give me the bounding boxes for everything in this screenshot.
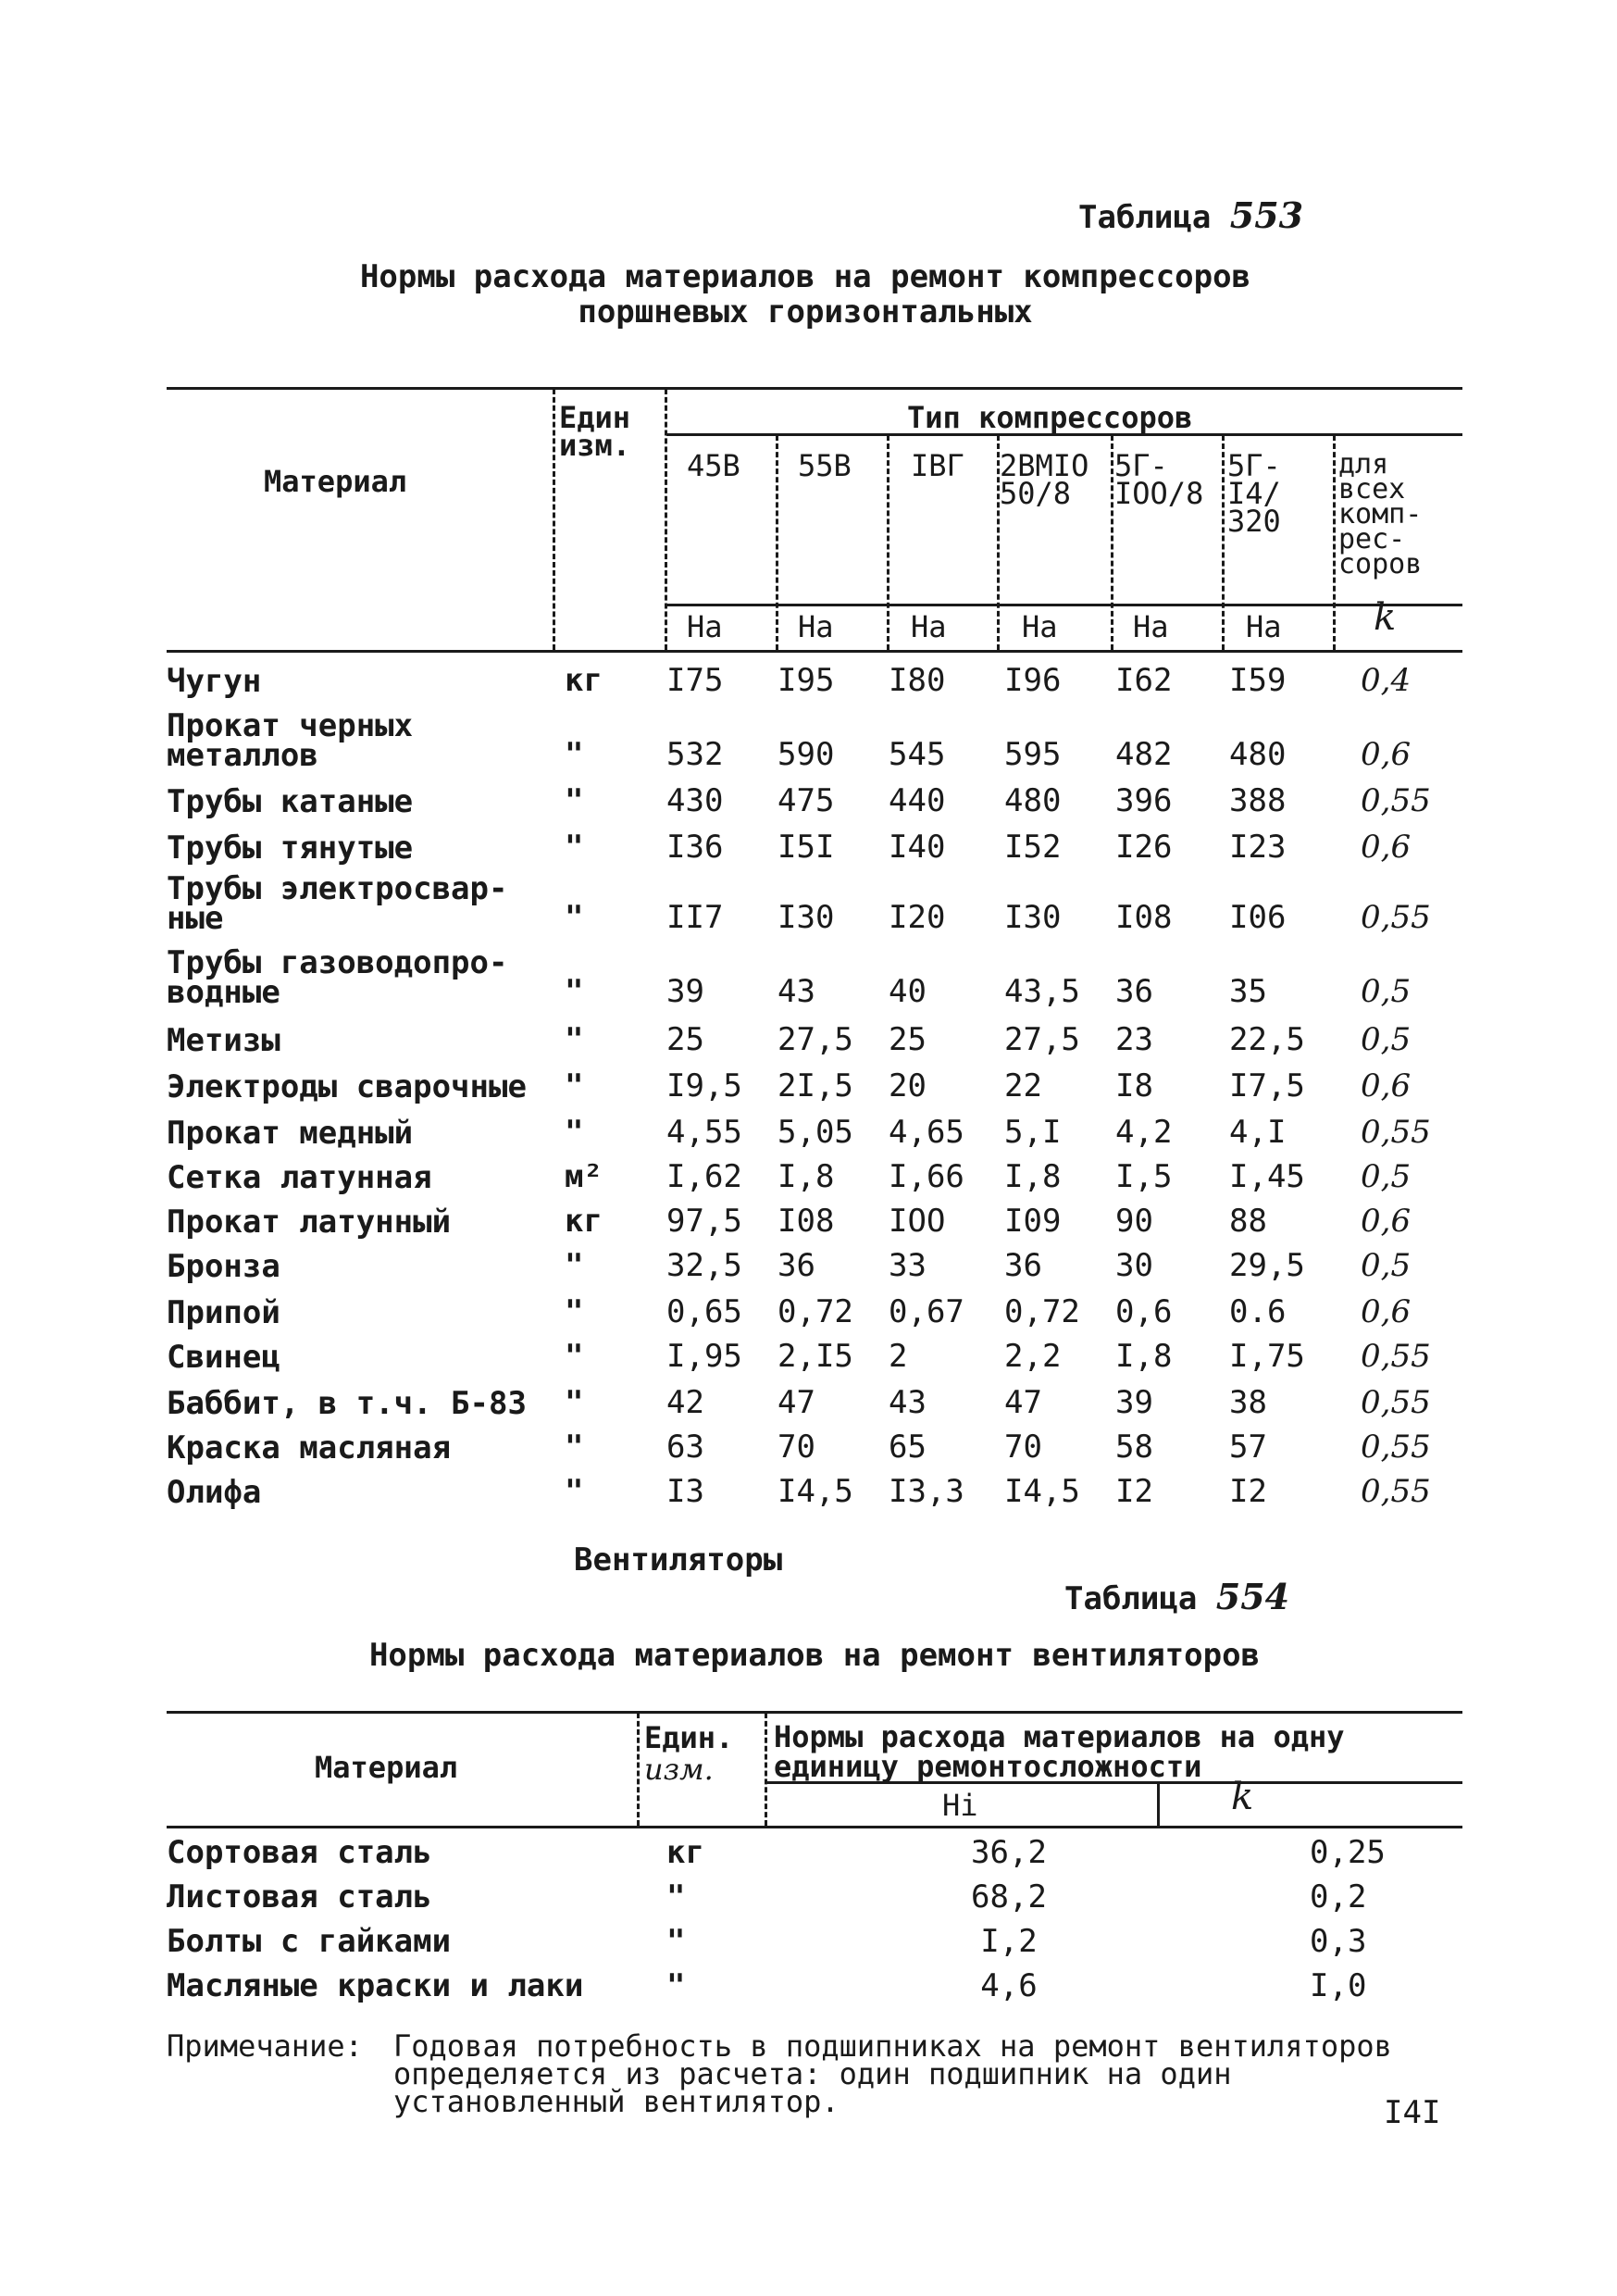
table-number: 553 [1229,194,1304,236]
type-line: рес- [1338,523,1406,555]
row-value: I06 [1229,899,1287,936]
row-unit: " [666,1923,686,1960]
row-value: 20 [889,1067,927,1104]
row-value: I08 [1115,899,1173,936]
row-material: Припой [167,1294,280,1331]
row-value: 4,I [1229,1114,1287,1151]
col-divider [553,389,555,650]
row-material-line: Прокат черных [167,707,414,744]
header-unit [559,400,631,463]
row-value: 35 [1229,973,1267,1010]
row-value: 27,5 [1004,1021,1080,1058]
row-value: I59 [1229,662,1287,699]
row-value: I,8 [1115,1338,1173,1375]
row-value: 396 [1115,782,1173,819]
row-norm: 4,6 [980,1967,1038,2004]
row-value: I8 [1115,1067,1153,1104]
row-value: I62 [1115,662,1173,699]
row-material-line: Трубы газоводопро- [167,944,508,981]
row-k: 0,55 [1361,1338,1431,1375]
row-value: 25 [666,1021,704,1058]
row-value: 29,5 [1229,1247,1305,1284]
row-material [167,707,574,774]
row-unit: " [565,1384,584,1421]
row-value: 27,5 [777,1021,853,1058]
row-unit: " [565,1114,584,1151]
table-row [167,1061,1462,1107]
row-value: I3 [666,1473,704,1510]
col-divider [665,389,667,650]
row-unit: " [666,1878,686,1915]
t2-group-line2: единицу ремонтосложности [774,1749,1202,1784]
header-unit-line1: Един [559,400,631,435]
t2-header-material: Материал [315,1750,458,1785]
row-k: 0,5 [1361,1021,1412,1058]
row-unit: " [565,1021,584,1058]
subheader-na: На [1246,609,1282,644]
type-line: 320 [1227,504,1281,539]
row-material: Краска масляная [167,1429,452,1466]
row-k: 0,3 [1310,1923,1367,1960]
col-divider [637,1713,640,1826]
row-value: 43 [777,973,815,1010]
row-value: 39 [666,973,704,1010]
table-row [167,705,1462,776]
row-material: Сортовая сталь [167,1834,432,1871]
header-type-5g-14 [1227,448,1281,539]
table-row [167,868,1462,939]
row-value: 47 [777,1384,815,1421]
row-k: 0,6 [1361,1067,1412,1104]
row-k: 0,6 [1361,829,1412,866]
row-value: I36 [666,829,724,866]
row-value: 42 [666,1384,704,1421]
type-line: всех [1338,473,1406,505]
row-value: 47 [1004,1384,1042,1421]
header-type-45b: 45В [687,448,740,483]
row-value: I9,5 [666,1067,742,1104]
row-k: 0,55 [1361,1473,1431,1510]
row-material-line: водные [167,974,280,1011]
row-material: Олифа [167,1474,262,1511]
row-value: 2I,5 [777,1067,853,1104]
table-label-text: Таблица [1078,199,1212,236]
row-unit: " [565,1429,584,1466]
row-value: 38 [1229,1384,1267,1421]
col-divider [765,1713,767,1826]
row-k: 0,4 [1361,662,1412,699]
row-material: Электроды сварочные [167,1068,527,1105]
page-number: I4I [1384,2094,1441,2131]
row-k: 0,5 [1361,1158,1412,1195]
row-value: I,5 [1115,1158,1173,1195]
row-unit: м² [565,1158,603,1195]
t2-subheader-n: Нi [942,1788,978,1823]
subheader-na: На [687,609,723,644]
row-k: 0,6 [1361,1203,1412,1240]
row-value: 57 [1229,1429,1267,1466]
row-k: 0,6 [1361,1293,1412,1330]
table-554-title: Нормы расхода материалов на ремонт вентиляторов [368,1637,1261,1674]
row-k: 0,55 [1361,1114,1431,1151]
footnote-label: Примечание: [167,2028,363,2064]
row-value: 0,65 [666,1293,742,1330]
t2-header-unit [644,1722,733,1785]
row-value: 482 [1115,736,1173,773]
row-value: 70 [1004,1429,1042,1466]
col-divider [776,435,778,650]
type-line: соров [1338,548,1423,580]
row-value: 0,72 [1004,1293,1080,1330]
row-value: 2,I5 [777,1338,853,1375]
row-value: I80 [889,662,946,699]
title-line-1: Нормы расхода материалов на ремонт компрессоров [359,258,1251,295]
row-material: Сетка латунная [167,1159,432,1196]
row-k: 0,55 [1361,1429,1431,1466]
row-unit: " [565,1067,584,1104]
row-unit: " [565,736,584,773]
row-k: 0,25 [1310,1834,1386,1871]
table-row [167,942,1462,1013]
row-value: II7 [666,899,724,936]
row-material: Метизы [167,1022,280,1059]
row-value: I30 [777,899,835,936]
row-k: 0,55 [1361,1384,1431,1421]
row-value: 63 [666,1429,704,1466]
row-norm: I,2 [980,1923,1038,1960]
table-row [167,1331,1462,1378]
table-553-title [176,259,1435,330]
table-label-text: Таблица [1064,1580,1198,1617]
row-value: I96 [1004,662,1062,699]
header-all-compressors [1338,448,1423,580]
row-value: I95 [777,662,835,699]
row-k: I,0 [1310,1967,1367,2004]
type-line: 50/8 [1000,476,1072,511]
header-type-ivg: IВГ [911,448,964,483]
type-line: I4/ [1227,476,1281,511]
row-value: 0,72 [777,1293,853,1330]
table-row [167,655,1462,702]
row-value: 5,05 [777,1114,853,1151]
header-type-2vm10 [1000,448,1089,511]
row-value: I09 [1004,1203,1062,1240]
row-material: Трубы тянутые [167,830,414,867]
row-material: Чугун [167,663,262,700]
row-value: 36 [1004,1247,1042,1284]
row-unit: " [565,1247,584,1284]
type-line: IOO/8 [1114,476,1204,511]
row-value: I,8 [777,1158,835,1195]
row-value: I,8 [1004,1158,1062,1195]
row-value: 97,5 [666,1203,742,1240]
type-line: 5Г- [1227,448,1281,483]
row-value: I4,5 [777,1473,853,1510]
table-row [167,1466,1462,1513]
table-row [167,1874,1462,1918]
header-type-5g-100 [1114,448,1204,511]
row-value: 25 [889,1021,927,1058]
row-material: Болты с гайками [167,1923,452,1960]
row-value: I5I [777,829,835,866]
col-divider [1157,1783,1160,1826]
subheader-na: На [911,609,947,644]
type-line: 5Г- [1114,448,1168,483]
col-divider [1111,435,1113,650]
row-material-line: металлов [167,737,318,774]
row-value: 36 [777,1247,815,1284]
row-material: Баббит, в т.ч. Б-83 [167,1385,527,1422]
row-value: 475 [777,782,835,819]
row-material [167,944,574,1011]
row-k: 0,2 [1310,1878,1367,1915]
subheader-k: k [1374,596,1397,639]
row-material: Трубы катаные [167,783,414,820]
row-value: 430 [666,782,724,819]
row-value: 590 [777,736,835,773]
row-unit: " [565,829,584,866]
row-unit: " [565,1293,584,1330]
table-row [167,1196,1462,1242]
row-value: 532 [666,736,724,773]
row-value: 4,65 [889,1114,964,1151]
row-value: I08 [777,1203,835,1240]
row-value: I,75 [1229,1338,1305,1375]
header-bottom-rule [167,650,1462,653]
subheader-rule [666,604,1462,606]
row-unit: " [666,1967,686,2004]
row-value: I,66 [889,1158,964,1195]
row-k: 0,55 [1361,782,1431,819]
table-row [167,1152,1462,1198]
row-value: 43,5 [1004,973,1080,1010]
header-material: Материал [264,464,407,499]
type-line: для [1338,448,1389,480]
row-value: I7,5 [1229,1067,1305,1104]
row-value: 2,2 [1004,1338,1062,1375]
row-norm: 36,2 [971,1834,1047,1871]
row-value: 545 [889,736,946,773]
row-norm: 68,2 [971,1878,1047,1915]
row-value: 0,67 [889,1293,964,1330]
row-value: I30 [1004,899,1062,936]
row-value: 22 [1004,1067,1042,1104]
type-line: комп- [1338,498,1423,530]
row-value: 33 [889,1247,927,1284]
row-unit: " [565,1338,584,1375]
row-value: 388 [1229,782,1287,819]
header-compressor-type: Тип компрессоров [907,400,1193,435]
subheader-na: На [1022,609,1058,644]
row-value: 88 [1229,1203,1267,1240]
row-value: I20 [889,899,946,936]
row-value: 480 [1004,782,1062,819]
table-number: 554 [1215,1576,1290,1617]
row-material: Листовая сталь [167,1878,432,1915]
subheader-na: На [1133,609,1169,644]
row-value: I4,5 [1004,1473,1080,1510]
row-value: 23 [1115,1021,1153,1058]
table2-header-bottom-rule [167,1826,1462,1828]
table-row [167,1107,1462,1154]
table-row [167,1422,1462,1468]
t2-header-unit-line1: Един. [644,1720,734,1755]
t2-subheader-k: k [1231,1776,1254,1818]
row-material: Свинец [167,1339,280,1376]
row-k: 0,55 [1361,899,1431,936]
row-value: I2 [1115,1473,1153,1510]
row-unit: " [565,782,584,819]
row-value: 480 [1229,736,1287,773]
row-value: I,45 [1229,1158,1305,1195]
row-unit: кг [666,1834,704,1871]
footnote-text: Годовая потребность в подшипниках на ремонт вентиляторов определяется из расчета: один подшипник на один установленный вентилятор. [393,2028,1392,2119]
row-value: I2 [1229,1473,1267,1510]
col-divider [1333,435,1336,650]
row-value: 39 [1115,1384,1153,1421]
row-value: 90 [1115,1203,1153,1240]
table-top-rule [167,387,1462,390]
row-value: 36 [1115,973,1153,1010]
row-value: I3,3 [889,1473,964,1510]
table-row [167,822,1462,868]
row-value: 5,I [1004,1114,1062,1151]
row-value: 58 [1115,1429,1153,1466]
row-value: 0.6 [1229,1293,1287,1330]
row-value: 30 [1115,1247,1153,1284]
row-value: I,62 [666,1158,742,1195]
row-unit: " [565,973,584,1010]
row-value: I,95 [666,1338,742,1375]
row-unit: " [565,1473,584,1510]
t2-header-group [774,1719,1345,1784]
table-row [167,1015,1462,1061]
type-line: 2ВМIO [1000,448,1089,483]
table-row [167,1241,1462,1287]
row-value: I40 [889,829,946,866]
row-material: Бронза [167,1248,280,1285]
row-value: 4,2 [1115,1114,1173,1151]
row-material-line: Трубы электросвар- [167,870,508,907]
col-divider [1222,435,1225,650]
table-row [167,1287,1462,1333]
table-553-label [1078,194,1303,236]
table-row [167,1829,1462,1874]
row-k: 0,5 [1361,1247,1412,1284]
table-554-label [1064,1576,1289,1617]
table2-top-rule [167,1711,1462,1714]
row-value: 32,5 [666,1247,742,1284]
section-title: Вентиляторы [574,1541,783,1578]
row-value: I26 [1115,829,1173,866]
row-value: 65 [889,1429,927,1466]
row-k: 0,6 [1361,736,1412,773]
row-material: Прокат медный [167,1115,414,1152]
row-value: I23 [1229,829,1287,866]
row-value: 2 [889,1338,908,1375]
row-value: 40 [889,973,927,1010]
row-value: 43 [889,1384,927,1421]
header-type-55b: 55В [798,448,852,483]
row-k: 0,5 [1361,973,1412,1010]
row-unit: кг [565,1203,603,1240]
t2-group-line1: Нормы расхода материалов на одну [774,1719,1345,1754]
header-unit-line2: изм. [559,428,631,463]
t2-header-unit-line2: изм. [644,1752,714,1787]
table-row [167,1918,1462,1963]
row-value: 4,55 [666,1114,742,1151]
row-material: Прокат латунный [167,1204,452,1241]
row-material: Масляные краски и лаки [167,1967,584,2004]
row-unit: кг [565,662,603,699]
subheader-na: На [798,609,834,644]
row-value: 440 [889,782,946,819]
row-value: 0,6 [1115,1293,1173,1330]
row-value: I52 [1004,829,1062,866]
row-unit: " [565,899,584,936]
title-line-2: поршневых горизонтальных [578,293,1033,331]
row-value: I75 [666,662,724,699]
row-material [167,870,574,937]
row-value: 22,5 [1229,1021,1305,1058]
row-value: 595 [1004,736,1062,773]
row-material-line: ные [167,900,224,937]
row-value: IOO [889,1203,946,1240]
table-row [167,776,1462,822]
row-value: 70 [777,1429,815,1466]
table-row [167,1378,1462,1424]
table-row [167,1963,1462,2007]
col-divider [887,435,889,650]
